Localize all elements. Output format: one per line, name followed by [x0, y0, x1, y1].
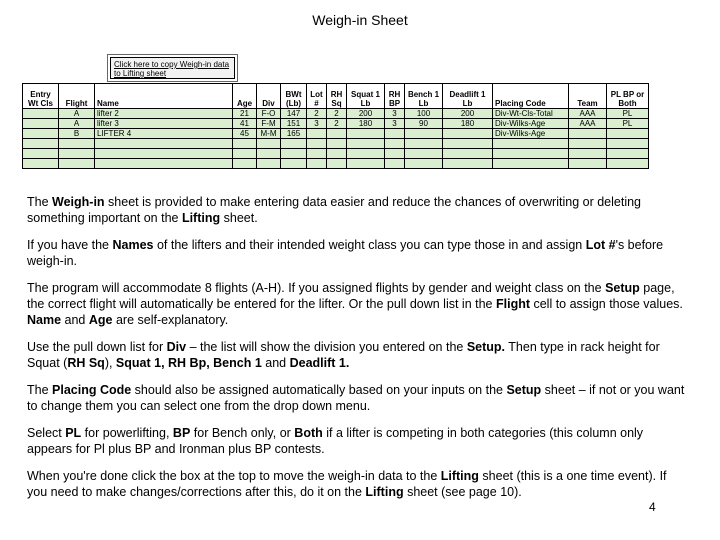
cell-squat-1[interactable] — [347, 139, 385, 149]
page-title: Weigh-in Sheet — [312, 12, 408, 28]
cell-name[interactable] — [95, 159, 233, 169]
header-row — [23, 84, 649, 109]
bold-term: Placing Code — [52, 383, 132, 397]
text-run: When you're done click the box at the top to move the weigh-in data to the — [27, 469, 441, 483]
col-flight: Flight — [59, 84, 95, 109]
cell-team[interactable] — [569, 139, 607, 149]
text-run: The program will accommodate 8 flights (A-H). If you assigned flights by gender and weight class on the — [27, 281, 606, 295]
weigh-in-spreadsheet — [22, 50, 698, 178]
bold-term: RH Sq — [67, 356, 105, 370]
cell-team[interactable]: AAA — [569, 119, 607, 129]
cell-pl-bp-both[interactable] — [607, 139, 649, 149]
cell-pl-bp-both[interactable] — [607, 159, 649, 169]
text-run: The — [27, 383, 53, 397]
cell-pl-bp-both[interactable] — [607, 149, 649, 159]
cell-rh-bp[interactable] — [385, 159, 405, 169]
cell-placing-code[interactable] — [493, 139, 569, 149]
cell-name[interactable] — [95, 149, 233, 159]
cell-flight[interactable] — [59, 139, 95, 149]
instructions-text — [27, 194, 687, 511]
cell-bwt[interactable]: 147 — [281, 109, 307, 119]
cell-flight[interactable]: A — [59, 119, 95, 129]
text-run: cell to assign those values. — [530, 297, 683, 311]
cell-lot[interactable]: 3 — [307, 119, 327, 129]
paragraph-pl-bp — [27, 425, 687, 457]
text-run: The — [27, 195, 53, 209]
cell-rh-sq[interactable] — [327, 149, 347, 159]
cell-bwt[interactable]: 165 — [281, 129, 307, 139]
cell-squat-1[interactable] — [347, 149, 385, 159]
col-entry-wt-cls: Entry Wt Cls — [23, 84, 59, 109]
text-run: sheet is provided to make entering data easier and reduce the chances of overwriting or deleting something important on the — [27, 195, 641, 225]
text-run: Then type in rack height for Squat ( — [27, 340, 660, 370]
cell-rh-bp[interactable] — [385, 139, 405, 149]
cell-div[interactable] — [257, 149, 281, 159]
col-team: Team — [569, 84, 607, 109]
col-div: Div — [257, 84, 281, 109]
cell-squat-1[interactable] — [347, 159, 385, 169]
col-bench-1: Bench 1 Lb — [405, 84, 443, 109]
cell-entry[interactable] — [23, 159, 59, 169]
cell-pl-bp-both[interactable]: PL — [607, 109, 649, 119]
col-rh-bp: RH BP — [385, 84, 405, 109]
cell-rh-bp[interactable] — [385, 129, 405, 139]
cell-div[interactable] — [257, 159, 281, 169]
bold-term: PL — [65, 426, 82, 440]
text-run: Use the pull down list for — [27, 340, 167, 354]
bold-term: Lifting — [181, 211, 221, 225]
bold-term: Lot # — [585, 238, 616, 252]
text-run: page, the correct flight will automatically be entered for the lifter. Or the pull down list in the — [27, 281, 675, 311]
cell-age[interactable]: 21 — [233, 109, 257, 119]
table-row — [23, 129, 649, 139]
bold-term: Setup — [605, 281, 640, 295]
cell-flight[interactable] — [59, 159, 95, 169]
cell-bwt[interactable] — [281, 139, 307, 149]
cell-team[interactable] — [569, 129, 607, 139]
cell-deadlift-1[interactable]: 200 — [443, 109, 493, 119]
bold-term: BP — [172, 426, 191, 440]
cell-bench-1[interactable] — [405, 159, 443, 169]
cell-rh-sq[interactable] — [327, 129, 347, 139]
cell-age[interactable]: 41 — [233, 119, 257, 129]
text-run: Select — [27, 426, 66, 440]
cell-lot[interactable]: 2 — [307, 109, 327, 119]
cell-pl-bp-both[interactable] — [607, 129, 649, 139]
text-run: for Bench only, or — [190, 426, 295, 440]
cell-lot[interactable] — [307, 129, 327, 139]
text-run: 's before weigh-in. — [27, 238, 664, 268]
col-deadlift-1: Deadlift 1 Lb — [443, 84, 493, 109]
text-run: and — [61, 313, 89, 327]
cell-rh-sq[interactable] — [327, 159, 347, 169]
col-placing-code: Placing Code — [493, 84, 569, 109]
cell-age[interactable] — [233, 159, 257, 169]
text-run: sheet. — [220, 211, 258, 225]
cell-age[interactable]: 45 — [233, 129, 257, 139]
cell-placing-code[interactable]: Div-Wilks-Age — [493, 119, 569, 129]
col-squat-1: Squat 1 Lb — [347, 84, 385, 109]
cell-name[interactable] — [95, 139, 233, 149]
cell-bwt[interactable]: 151 — [281, 119, 307, 129]
bold-term: Lifting — [440, 469, 479, 483]
text-run: should also be assigned automatically based on your inputs on the — [131, 383, 507, 397]
cell-flight[interactable]: B — [59, 129, 95, 139]
paragraph-done — [27, 468, 687, 500]
cell-bench-1[interactable] — [405, 129, 443, 139]
cell-div[interactable]: F-O — [257, 109, 281, 119]
cell-lot[interactable] — [307, 149, 327, 159]
cell-rh-sq[interactable] — [327, 139, 347, 149]
cell-placing-code[interactable]: Div-Wilks-Age — [493, 129, 569, 139]
cell-team[interactable]: AAA — [569, 109, 607, 119]
text-run: If you have the — [27, 238, 113, 252]
text-run: if a lifter is competing in both categories (this column only appears for Pl plus BP and Ironman plus BP contests. — [27, 426, 644, 456]
cell-entry[interactable] — [23, 109, 59, 119]
cell-entry[interactable] — [23, 149, 59, 159]
copy-to-lifting-sheet-button[interactable]: Click here to copy Weigh-in data to Lifting sheet — [110, 57, 235, 79]
bold-term: Deadlift 1. — [289, 356, 350, 370]
text-run: for powerlifting, — [81, 426, 173, 440]
paragraph-names — [27, 237, 687, 269]
cell-bench-1[interactable]: 90 — [405, 119, 443, 129]
cell-rh-bp[interactable]: 3 — [385, 109, 405, 119]
table-row — [23, 139, 649, 149]
cell-squat-1[interactable]: 200 — [347, 109, 385, 119]
cell-div[interactable] — [257, 139, 281, 149]
cell-team[interactable] — [569, 159, 607, 169]
paragraph-div — [27, 339, 687, 371]
text-run: sheet (this is a one time event). If you need to make changes/corrections after this, do it on the — [27, 469, 667, 499]
cell-pl-bp-both[interactable]: PL — [607, 119, 649, 129]
bold-term: Div — [166, 340, 187, 354]
cell-deadlift-1[interactable] — [443, 159, 493, 169]
cell-squat-1[interactable] — [347, 129, 385, 139]
col-pl-bp-both: PL BP or Both — [607, 84, 649, 109]
weigh-in-table — [22, 83, 649, 169]
cell-flight[interactable]: A — [59, 109, 95, 119]
text-run: and — [261, 356, 290, 370]
cell-bwt[interactable] — [281, 159, 307, 169]
col-rh-sq: RH Sq — [327, 84, 347, 109]
cell-deadlift-1[interactable]: 180 — [443, 119, 493, 129]
cell-bench-1[interactable] — [405, 149, 443, 159]
table-row — [23, 149, 649, 159]
bold-term: Names — [112, 238, 154, 252]
cell-bench-1[interactable]: 100 — [405, 109, 443, 119]
bold-term: Lifting — [365, 485, 404, 499]
cell-placing-code[interactable] — [493, 149, 569, 159]
cell-placing-code[interactable] — [493, 159, 569, 169]
cell-div[interactable]: F-M — [257, 119, 281, 129]
table-row — [23, 159, 649, 169]
bold-term: Squat 1, RH Bp, Bench 1 — [115, 356, 262, 370]
paragraph-flights — [27, 280, 687, 328]
cell-rh-bp[interactable] — [385, 149, 405, 159]
col-age: Age — [233, 84, 257, 109]
col-bwt: BWt (Lb) — [281, 84, 307, 109]
text-run: are self-explanatory. — [112, 313, 229, 327]
cell-age[interactable] — [233, 139, 257, 149]
cell-squat-1[interactable]: 180 — [347, 119, 385, 129]
text-run: sheet (see page 10). — [403, 485, 522, 499]
bold-term: Both — [294, 426, 323, 440]
cell-lot[interactable] — [307, 139, 327, 149]
cell-rh-sq[interactable]: 2 — [327, 119, 347, 129]
cell-name[interactable]: lifter 2 — [95, 109, 233, 119]
bold-term: Flight — [495, 297, 530, 311]
bold-term: Weigh-in — [52, 195, 105, 209]
cell-lot[interactable] — [307, 159, 327, 169]
cell-entry[interactable] — [23, 139, 59, 149]
text-run: of the lifters and their intended weight class you can type those in and assign — [153, 238, 586, 252]
table-row — [23, 119, 649, 129]
paragraph-intro — [27, 194, 687, 226]
text-run: ), — [104, 356, 116, 370]
cell-rh-sq[interactable]: 2 — [327, 109, 347, 119]
text-run: sheet – if not or you want to change them you can select one from the drop down menu. — [27, 383, 685, 413]
col-name: Name — [95, 84, 233, 109]
cell-age[interactable] — [233, 149, 257, 159]
cell-deadlift-1[interactable] — [443, 129, 493, 139]
cell-bwt[interactable] — [281, 149, 307, 159]
cell-div[interactable]: M-M — [257, 129, 281, 139]
cell-entry[interactable] — [23, 129, 59, 139]
cell-team[interactable] — [569, 149, 607, 159]
table-row — [23, 109, 649, 119]
page-number: 4 — [649, 500, 656, 514]
cell-rh-bp[interactable]: 3 — [385, 119, 405, 129]
col-lot: Lot # — [307, 84, 327, 109]
cell-flight[interactable] — [59, 149, 95, 159]
bold-term: Setup. — [466, 340, 506, 354]
cell-deadlift-1[interactable] — [443, 149, 493, 159]
cell-bench-1[interactable] — [405, 139, 443, 149]
bold-term: Age — [88, 313, 113, 327]
bold-term: Setup — [506, 383, 542, 397]
cell-placing-code[interactable]: Div-Wt-Cls-Total — [493, 109, 569, 119]
text-run: – the list will show the division you entered on the — [186, 340, 467, 354]
bold-term: Name — [27, 313, 62, 327]
cell-entry[interactable] — [23, 119, 59, 129]
paragraph-placing-code — [27, 382, 687, 414]
cell-name[interactable]: LIFTER 4 — [95, 129, 233, 139]
cell-name[interactable]: lifter 3 — [95, 119, 233, 129]
cell-deadlift-1[interactable] — [443, 139, 493, 149]
